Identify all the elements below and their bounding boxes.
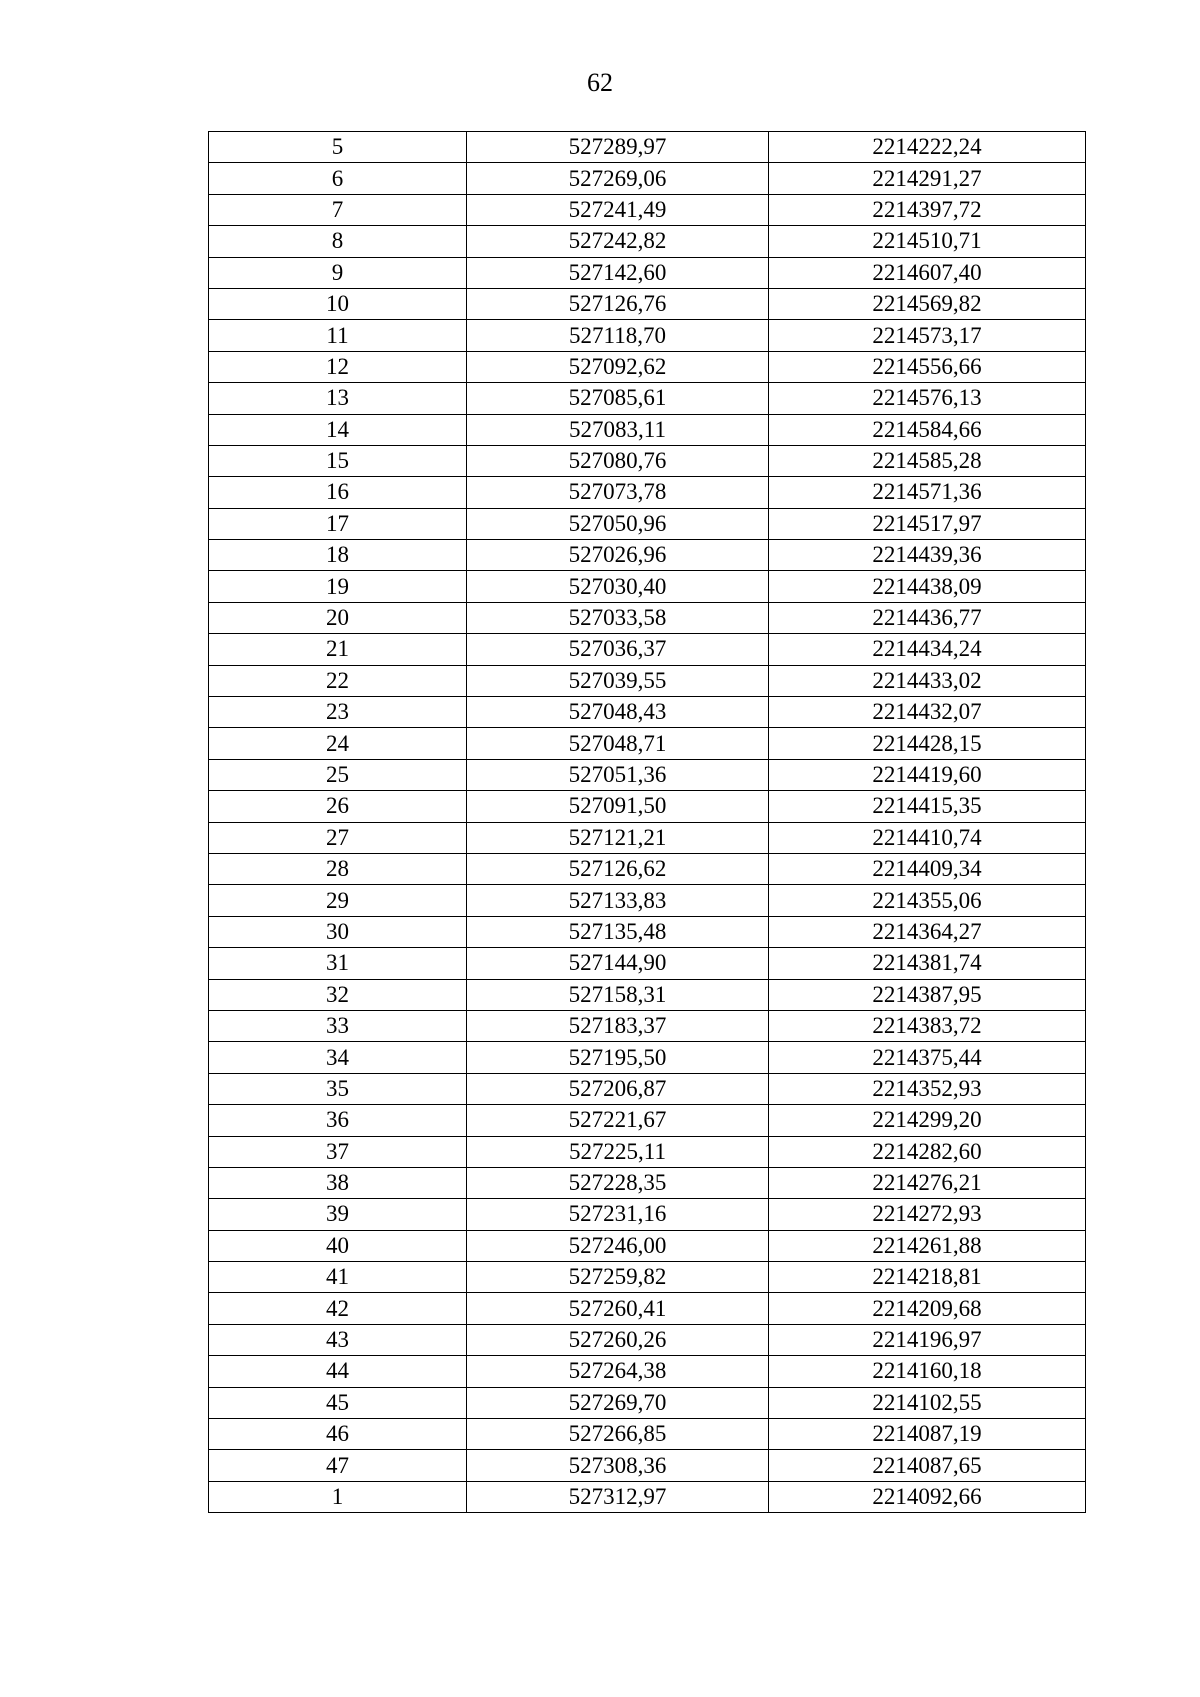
x-coordinate-cell: 527039,55	[467, 665, 769, 696]
x-coordinate-cell: 527246,00	[467, 1230, 769, 1261]
y-coordinate-cell: 2214517,97	[769, 508, 1086, 539]
table-row	[209, 697, 1086, 728]
y-coordinate-cell: 2214428,15	[769, 728, 1086, 759]
table-row	[209, 477, 1086, 508]
point-number-cell: 11	[209, 320, 467, 351]
y-coordinate-cell: 2214087,65	[769, 1450, 1086, 1481]
page-number: 62	[587, 68, 613, 97]
point-number-cell: 6	[209, 163, 467, 194]
x-coordinate-cell: 527133,83	[467, 885, 769, 916]
x-coordinate-cell: 527083,11	[467, 414, 769, 445]
x-coordinate-cell: 527126,62	[467, 853, 769, 884]
x-coordinate-cell: 527091,50	[467, 791, 769, 822]
table-row	[209, 1450, 1086, 1481]
y-coordinate-cell: 2214291,27	[769, 163, 1086, 194]
y-coordinate-cell: 2214438,09	[769, 571, 1086, 602]
y-coordinate-cell: 2214102,55	[769, 1387, 1086, 1418]
x-coordinate-cell: 527073,78	[467, 477, 769, 508]
x-coordinate-cell: 527030,40	[467, 571, 769, 602]
table-row	[209, 1230, 1086, 1261]
x-coordinate-cell: 527085,61	[467, 383, 769, 414]
point-number-cell: 1	[209, 1481, 467, 1512]
table-row	[209, 853, 1086, 884]
y-coordinate-cell: 2214218,81	[769, 1262, 1086, 1293]
x-coordinate-cell: 527269,06	[467, 163, 769, 194]
table-row	[209, 1073, 1086, 1104]
y-coordinate-cell: 2214585,28	[769, 445, 1086, 476]
y-coordinate-cell: 2214222,24	[769, 132, 1086, 163]
point-number-cell: 26	[209, 791, 467, 822]
x-coordinate-cell: 527312,97	[467, 1481, 769, 1512]
table-row	[209, 634, 1086, 665]
x-coordinate-cell: 527195,50	[467, 1042, 769, 1073]
table-row	[209, 194, 1086, 225]
table-row	[209, 132, 1086, 163]
x-coordinate-cell: 527080,76	[467, 445, 769, 476]
point-number-cell: 12	[209, 351, 467, 382]
point-number-cell: 35	[209, 1073, 467, 1104]
point-number-cell: 15	[209, 445, 467, 476]
table-row	[209, 1105, 1086, 1136]
y-coordinate-cell: 2214196,97	[769, 1324, 1086, 1355]
point-number-cell: 32	[209, 979, 467, 1010]
x-coordinate-cell: 527135,48	[467, 916, 769, 947]
y-coordinate-cell: 2214576,13	[769, 383, 1086, 414]
y-coordinate-cell: 2214569,82	[769, 288, 1086, 319]
table-row	[209, 791, 1086, 822]
table-row	[209, 226, 1086, 257]
y-coordinate-cell: 2214410,74	[769, 822, 1086, 853]
point-number-cell: 9	[209, 257, 467, 288]
y-coordinate-cell: 2214607,40	[769, 257, 1086, 288]
table-row	[209, 445, 1086, 476]
x-coordinate-cell: 527242,82	[467, 226, 769, 257]
point-number-cell: 41	[209, 1262, 467, 1293]
table-row	[209, 916, 1086, 947]
point-number-cell: 7	[209, 194, 467, 225]
table-row	[209, 979, 1086, 1010]
point-number-cell: 46	[209, 1419, 467, 1450]
point-number-cell: 44	[209, 1356, 467, 1387]
y-coordinate-cell: 2214364,27	[769, 916, 1086, 947]
x-coordinate-cell: 527260,26	[467, 1324, 769, 1355]
table-row	[209, 1293, 1086, 1324]
x-coordinate-cell: 527289,97	[467, 132, 769, 163]
x-coordinate-cell: 527266,85	[467, 1419, 769, 1450]
y-coordinate-cell: 2214415,35	[769, 791, 1086, 822]
y-coordinate-cell: 2214087,19	[769, 1419, 1086, 1450]
point-number-cell: 23	[209, 697, 467, 728]
point-number-cell: 19	[209, 571, 467, 602]
y-coordinate-cell: 2214434,24	[769, 634, 1086, 665]
x-coordinate-cell: 527206,87	[467, 1073, 769, 1104]
y-coordinate-cell: 2214387,95	[769, 979, 1086, 1010]
x-coordinate-cell: 527050,96	[467, 508, 769, 539]
table-row	[209, 1167, 1086, 1198]
table-row	[209, 759, 1086, 790]
y-coordinate-cell: 2214419,60	[769, 759, 1086, 790]
x-coordinate-cell: 527221,67	[467, 1105, 769, 1136]
y-coordinate-cell: 2214276,21	[769, 1167, 1086, 1198]
y-coordinate-cell: 2214433,02	[769, 665, 1086, 696]
point-number-cell: 45	[209, 1387, 467, 1418]
point-number-cell: 21	[209, 634, 467, 665]
point-number-cell: 36	[209, 1105, 467, 1136]
y-coordinate-cell: 2214160,18	[769, 1356, 1086, 1387]
table-row	[209, 822, 1086, 853]
y-coordinate-cell: 2214282,60	[769, 1136, 1086, 1167]
y-coordinate-cell: 2214397,72	[769, 194, 1086, 225]
point-number-cell: 25	[209, 759, 467, 790]
table-row	[209, 948, 1086, 979]
table-row	[209, 571, 1086, 602]
y-coordinate-cell: 2214436,77	[769, 602, 1086, 633]
x-coordinate-cell: 527241,49	[467, 194, 769, 225]
x-coordinate-cell: 527118,70	[467, 320, 769, 351]
table-row	[209, 288, 1086, 319]
coordinates-table-body	[209, 132, 1086, 1513]
table-row	[209, 602, 1086, 633]
x-coordinate-cell: 527225,11	[467, 1136, 769, 1167]
table-row	[209, 1010, 1086, 1041]
table-row	[209, 1262, 1086, 1293]
y-coordinate-cell: 2214375,44	[769, 1042, 1086, 1073]
x-coordinate-cell: 527308,36	[467, 1450, 769, 1481]
point-number-cell: 14	[209, 414, 467, 445]
table-row	[209, 1419, 1086, 1450]
y-coordinate-cell: 2214261,88	[769, 1230, 1086, 1261]
y-coordinate-cell: 2214209,68	[769, 1293, 1086, 1324]
table-row	[209, 728, 1086, 759]
point-number-cell: 28	[209, 853, 467, 884]
y-coordinate-cell: 2214299,20	[769, 1105, 1086, 1136]
x-coordinate-cell: 527144,90	[467, 948, 769, 979]
y-coordinate-cell: 2214432,07	[769, 697, 1086, 728]
coordinates-table	[208, 131, 1086, 1513]
table-row	[209, 163, 1086, 194]
x-coordinate-cell: 527126,76	[467, 288, 769, 319]
point-number-cell: 43	[209, 1324, 467, 1355]
y-coordinate-cell: 2214352,93	[769, 1073, 1086, 1104]
x-coordinate-cell: 527051,36	[467, 759, 769, 790]
point-number-cell: 16	[209, 477, 467, 508]
point-number-cell: 34	[209, 1042, 467, 1073]
x-coordinate-cell: 527092,62	[467, 351, 769, 382]
point-number-cell: 10	[209, 288, 467, 319]
table-row	[209, 1356, 1086, 1387]
point-number-cell: 31	[209, 948, 467, 979]
x-coordinate-cell: 527048,43	[467, 697, 769, 728]
x-coordinate-cell: 527026,96	[467, 540, 769, 571]
y-coordinate-cell: 2214381,74	[769, 948, 1086, 979]
point-number-cell: 30	[209, 916, 467, 947]
y-coordinate-cell: 2214409,34	[769, 853, 1086, 884]
y-coordinate-cell: 2214092,66	[769, 1481, 1086, 1512]
point-number-cell: 22	[209, 665, 467, 696]
point-number-cell: 40	[209, 1230, 467, 1261]
y-coordinate-cell: 2214571,36	[769, 477, 1086, 508]
y-coordinate-cell: 2214556,66	[769, 351, 1086, 382]
y-coordinate-cell: 2214439,36	[769, 540, 1086, 571]
point-number-cell: 24	[209, 728, 467, 759]
table-row	[209, 508, 1086, 539]
x-coordinate-cell: 527183,37	[467, 1010, 769, 1041]
y-coordinate-cell: 2214272,93	[769, 1199, 1086, 1230]
point-number-cell: 18	[209, 540, 467, 571]
x-coordinate-cell: 527228,35	[467, 1167, 769, 1198]
table-row	[209, 1324, 1086, 1355]
x-coordinate-cell: 527142,60	[467, 257, 769, 288]
y-coordinate-cell: 2214584,66	[769, 414, 1086, 445]
point-number-cell: 39	[209, 1199, 467, 1230]
x-coordinate-cell: 527121,21	[467, 822, 769, 853]
point-number-cell: 47	[209, 1450, 467, 1481]
y-coordinate-cell: 2214383,72	[769, 1010, 1086, 1041]
table-row	[209, 665, 1086, 696]
point-number-cell: 38	[209, 1167, 467, 1198]
x-coordinate-cell: 527269,70	[467, 1387, 769, 1418]
table-row	[209, 383, 1086, 414]
x-coordinate-cell: 527259,82	[467, 1262, 769, 1293]
y-coordinate-cell: 2214355,06	[769, 885, 1086, 916]
point-number-cell: 13	[209, 383, 467, 414]
point-number-cell: 27	[209, 822, 467, 853]
point-number-cell: 37	[209, 1136, 467, 1167]
point-number-cell: 5	[209, 132, 467, 163]
table-row	[209, 1481, 1086, 1512]
x-coordinate-cell: 527264,38	[467, 1356, 769, 1387]
point-number-cell: 20	[209, 602, 467, 633]
point-number-cell: 33	[209, 1010, 467, 1041]
table-row	[209, 540, 1086, 571]
point-number-cell: 29	[209, 885, 467, 916]
table-row	[209, 414, 1086, 445]
x-coordinate-cell: 527036,37	[467, 634, 769, 665]
x-coordinate-cell: 527260,41	[467, 1293, 769, 1324]
x-coordinate-cell: 527231,16	[467, 1199, 769, 1230]
point-number-cell: 8	[209, 226, 467, 257]
table-row	[209, 1042, 1086, 1073]
table-row	[209, 257, 1086, 288]
table-row	[209, 1199, 1086, 1230]
table-row	[209, 351, 1086, 382]
table-row	[209, 885, 1086, 916]
point-number-cell: 17	[209, 508, 467, 539]
x-coordinate-cell: 527048,71	[467, 728, 769, 759]
y-coordinate-cell: 2214573,17	[769, 320, 1086, 351]
table-row	[209, 1136, 1086, 1167]
table-row	[209, 1387, 1086, 1418]
y-coordinate-cell: 2214510,71	[769, 226, 1086, 257]
table-row	[209, 320, 1086, 351]
x-coordinate-cell: 527033,58	[467, 602, 769, 633]
point-number-cell: 42	[209, 1293, 467, 1324]
x-coordinate-cell: 527158,31	[467, 979, 769, 1010]
